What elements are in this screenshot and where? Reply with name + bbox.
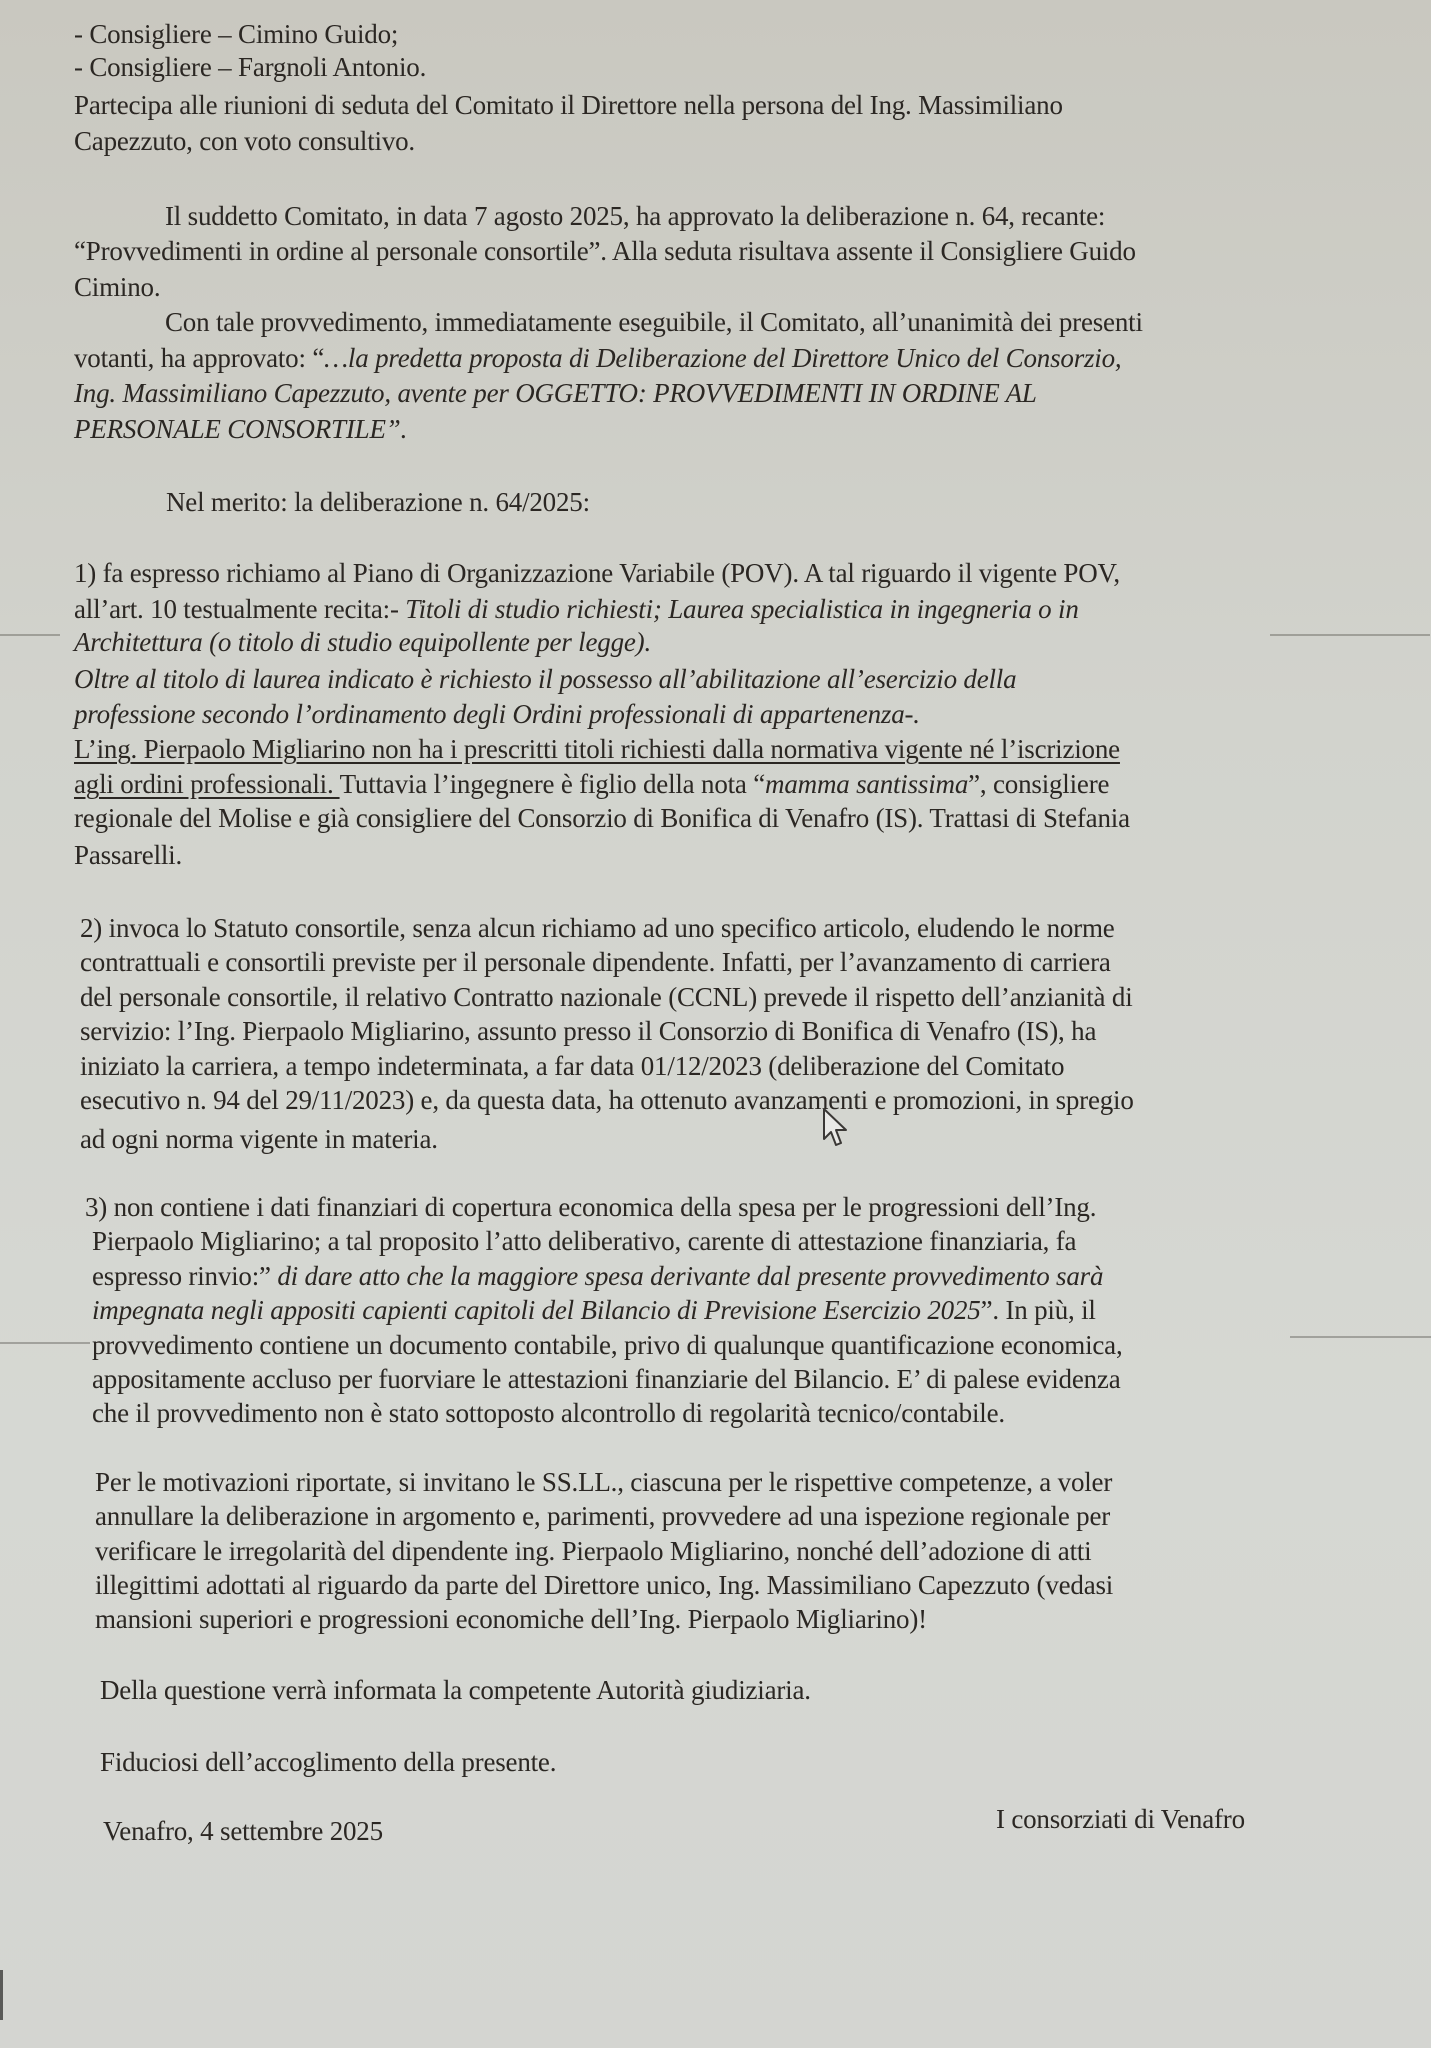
member-line: - Consigliere – Fargnoli Antonio. <box>74 52 427 82</box>
merit-heading: Nel merito: la deliberazione n. 64/2025: <box>166 487 590 517</box>
provision-line: Con tale provvedimento, immediatamente eseguibile, il Comitato, all’unanimità dei presenti <box>165 307 1143 337</box>
closing-line: Fiduciosi dell’accoglimento della presente. <box>100 1747 557 1777</box>
provision-line <box>74 341 1121 375</box>
intro-line: Partecipa alle riunioni di seduta del Comitato il Direttore nella persona del Ing. Massimiliano <box>74 90 1063 120</box>
point3-text: ”. In più, il <box>980 1295 1096 1325</box>
point1-text: ”, consigliere <box>968 769 1110 799</box>
member-line: - Consigliere – Cimino Guido; <box>74 19 399 49</box>
page-edge-mark <box>0 1970 3 2020</box>
point1-line: regionale del Molise e già consigliere del Consorzio di Bonifica di Venafro (IS). Trattasi di Stefania <box>74 803 1130 833</box>
request-line: annullare la deliberazione in argomento e, parimenti, provvedere ad una ispezione regionale per <box>95 1501 1111 1531</box>
mouse-cursor-icon <box>822 1107 852 1151</box>
point1-text: Tuttavia l’ingegnere è figlio della nota “ <box>339 769 766 799</box>
approval-line: Il suddetto Comitato, in data 7 agosto 2025, ha approvato la deliberazione n. 64, recante: <box>165 201 1106 231</box>
scan-artifact <box>1270 634 1430 636</box>
provision-quote-line: Ing. Massimiliano Capezzuto, avente per OGGETTO: PROVVEDIMENTI IN ORDINE AL <box>74 378 1037 408</box>
point2-line: contrattuali e consortili previste per il personale dipendente. Infatti, per l’avanzamento di carriera <box>80 947 1111 977</box>
point2-line: esecutivo n. 94 del 29/11/2023) e, da questa data, ha ottenuto avanzamenti e promozioni, in spregio <box>80 1085 1134 1115</box>
point2-line: servizio: l’Ing. Pierpaolo Migliarino, assunto presso il Consorzio di Bonifica di Venafro (IS), ha <box>80 1016 1097 1046</box>
point1-underlined-line: L’ing. Pierpaolo Migliarino non ha i prescritti titoli richiesti dalla normativa vigente né l’iscrizione <box>74 734 1120 764</box>
point1-nickname: mamma santissima <box>765 769 969 799</box>
point1-line: 1) fa espresso richiamo al Piano di Organizzazione Variabile (POV). A tal riguardo il vigente POV, <box>74 558 1120 588</box>
point2-line: iniziato la carriera, a tempo indeterminata, a far data 01/12/2023 (deliberazione del Comitato <box>80 1051 1065 1081</box>
provision-text: votanti, ha approvato: “ <box>74 343 325 373</box>
approval-line: “Provvedimenti in ordine al personale consortile”. Alla seduta risultava assente il Consigliere Guido <box>74 236 1136 266</box>
point3-line: appositamente accluso per fuorviare le attestazioni finanziarie del Bilancio. E’ di palese evidenza <box>92 1364 1121 1394</box>
request-line: mansioni superiori e progressioni economiche dell’Ing. Pierpaolo Migliarino)! <box>95 1604 927 1634</box>
point3-line: provvedimento contiene un documento contabile, privo di qualunque quantificazione economica, <box>92 1330 1123 1360</box>
scan-artifact <box>0 634 60 636</box>
point1-text: all’art. 10 testualmente recita:- <box>74 594 406 624</box>
point2-line: ad ogni norma vigente in materia. <box>80 1124 438 1154</box>
point1-quote-line: Architettura (o titolo di studio equipollente per legge). <box>74 627 651 657</box>
authority-notice: Della questione verrà informata la competente Autorità giudiziaria. <box>100 1675 811 1705</box>
point2-line: 2) invoca lo Statuto consortile, senza alcun richiamo ad uno specifico articolo, eludendo le norme <box>80 913 1115 943</box>
request-line: illegittimi adottati al riguardo da parte del Direttore unico, Ing. Massimiliano Capezzuto (vedasi <box>95 1570 1114 1600</box>
point1-line <box>74 592 1079 626</box>
point1-quote-line: Oltre al titolo di laurea indicato è richiesto il possesso all’abilitazione all’esercizio della <box>74 664 1017 694</box>
point3-line: Pierpaolo Migliarino; a tal proposito l’atto deliberativo, carente di attestazione finanziaria, fa <box>92 1226 1077 1256</box>
intro-line: Capezzuto, con voto consultivo. <box>74 126 415 156</box>
place-date: Venafro, 4 settembre 2025 <box>103 1816 383 1846</box>
point3-line: che il provvedimento non è stato sottoposto alcontrollo di regolarità tecnico/contabile. <box>92 1398 1005 1428</box>
scan-artifact <box>1290 1336 1431 1338</box>
point3-line <box>92 1293 1096 1327</box>
point3-line: 3) non contiene i dati finanziari di copertura economica della spesa per le progressioni dell’Ing. <box>85 1192 1097 1222</box>
scan-artifact <box>0 1342 90 1344</box>
approval-line: Cimino. <box>74 272 161 302</box>
point3-text: espresso rinvio:” <box>92 1261 278 1291</box>
request-line: Per le motivazioni riportate, si invitano le SS.LL., ciascuna per le rispettive competenze, a voler <box>95 1467 1113 1497</box>
provision-quote-line: PERSONALE CONSORTILE”. <box>74 414 408 444</box>
point1-quote-line: professione secondo l’ordinamento degli Ordini professionali di appartenenza-. <box>74 699 920 729</box>
signature: I consorziati di Venafro <box>996 1804 1245 1834</box>
point1-quote: Titoli di studio richiesti; Laurea specialistica in ingegneria o in <box>405 594 1079 624</box>
point1-line: Passarelli. <box>74 840 183 870</box>
point3-quote: di dare atto che la maggiore spesa derivante dal presente provvedimento sarà <box>277 1261 1104 1291</box>
request-line: verificare le irregolarità del dipendente ing. Pierpaolo Migliarino, nonché dell’adozione di atti <box>95 1536 1092 1566</box>
point3-line <box>92 1259 1103 1293</box>
point1-underlined-text: agli ordini professionali. <box>74 769 340 799</box>
point1-line <box>74 767 1109 801</box>
provision-quote: …la predetta proposta di Deliberazione del Direttore Unico del Consorzio, <box>324 343 1122 373</box>
point2-line: del personale consortile, il relativo Contratto nazionale (CCNL) prevede il rispetto dell’anzianità di <box>80 982 1133 1012</box>
point3-quote: impegnata negli appositi capienti capitoli del Bilancio di Previsione Esercizio 2025 <box>92 1295 981 1325</box>
